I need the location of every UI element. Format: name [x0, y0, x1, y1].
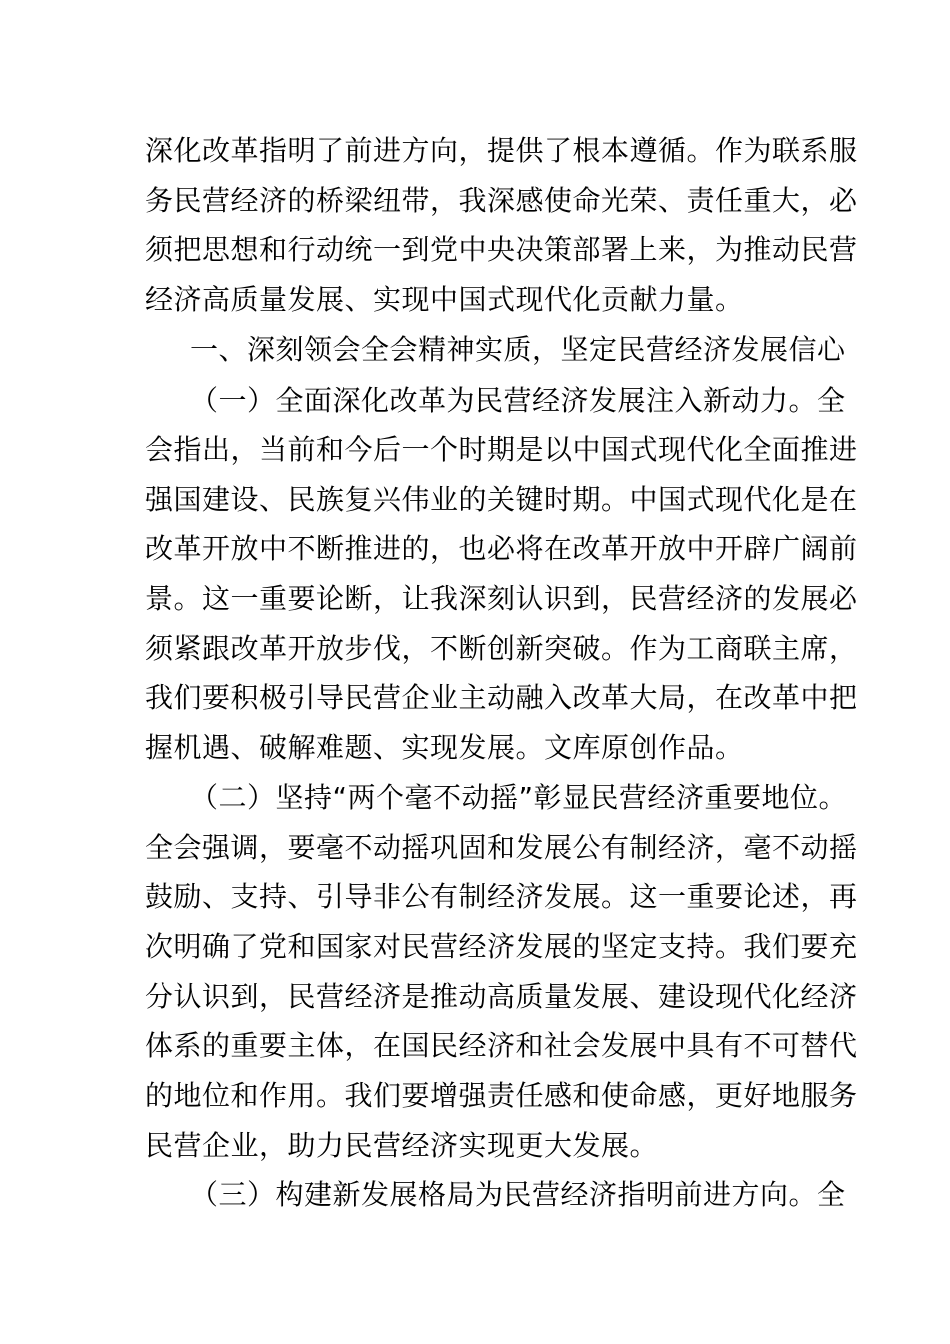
- subsection-heading: （一）全面深化改革为民营经济发展注入新动力。全: [190, 384, 846, 417]
- text-line: 须紧跟改革开放步伐，不断创新突破。作为工商联主席，: [145, 632, 858, 665]
- text-line: 的地位和作用。我们要增强责任感和使命感，更好地服务: [145, 1079, 858, 1112]
- text-line: 次明确了党和国家对民营经济发展的坚定支持。我们要充: [145, 930, 858, 963]
- text-line: 景。这一重要论断，让我深刻认识到，民营经济的发展必: [145, 582, 858, 615]
- text-line: 我们要积极引导民营企业主动融入改革大局，在改革中把: [145, 681, 858, 714]
- subsection-heading: （三）构建新发展格局为民营经济指明前进方向。全: [190, 1178, 846, 1211]
- text-line: 强国建设、民族复兴伟业的关键时期。中国式现代化是在: [145, 483, 858, 516]
- section-heading: 一、深刻领会全会精神实质，坚定民营经济发展信心: [190, 333, 846, 366]
- text-line: 鼓励、支持、引导非公有制经济发展。这一重要论述，再: [145, 880, 858, 913]
- text-line: 会指出，当前和今后一个时期是以中国式现代化全面推进: [145, 433, 858, 466]
- text-line: 握机遇、破解难题、实现发展。文库原创作品。: [145, 731, 744, 764]
- text-line: 务民营经济的桥梁纽带，我深感使命光荣、责任重大，必: [145, 184, 858, 217]
- text-line: 民营企业，助力民营经济实现更大发展。: [145, 1129, 659, 1162]
- subsection-heading: （二）坚持“两个毫不动摇”彰显民营经济重要地位。: [190, 781, 848, 814]
- text-line: 须把思想和行动统一到党中央决策部署上来，为推动民营: [145, 233, 858, 266]
- text-line: 改革开放中不断推进的，也必将在改革开放中开辟广阔前: [145, 532, 858, 565]
- text-line: 深化改革指明了前进方向，提供了根本遵循。作为联系服: [145, 134, 858, 167]
- text-line: 全会强调，要毫不动摇巩固和发展公有制经济，毫不动摇: [145, 831, 858, 864]
- text-line: 分认识到，民营经济是推动高质量发展、建设现代化经济: [145, 980, 858, 1013]
- text-line: 体系的重要主体，在国民经济和社会发展中具有不可替代: [145, 1029, 858, 1062]
- text-line: 经济高质量发展、实现中国式现代化贡献力量。: [145, 283, 744, 316]
